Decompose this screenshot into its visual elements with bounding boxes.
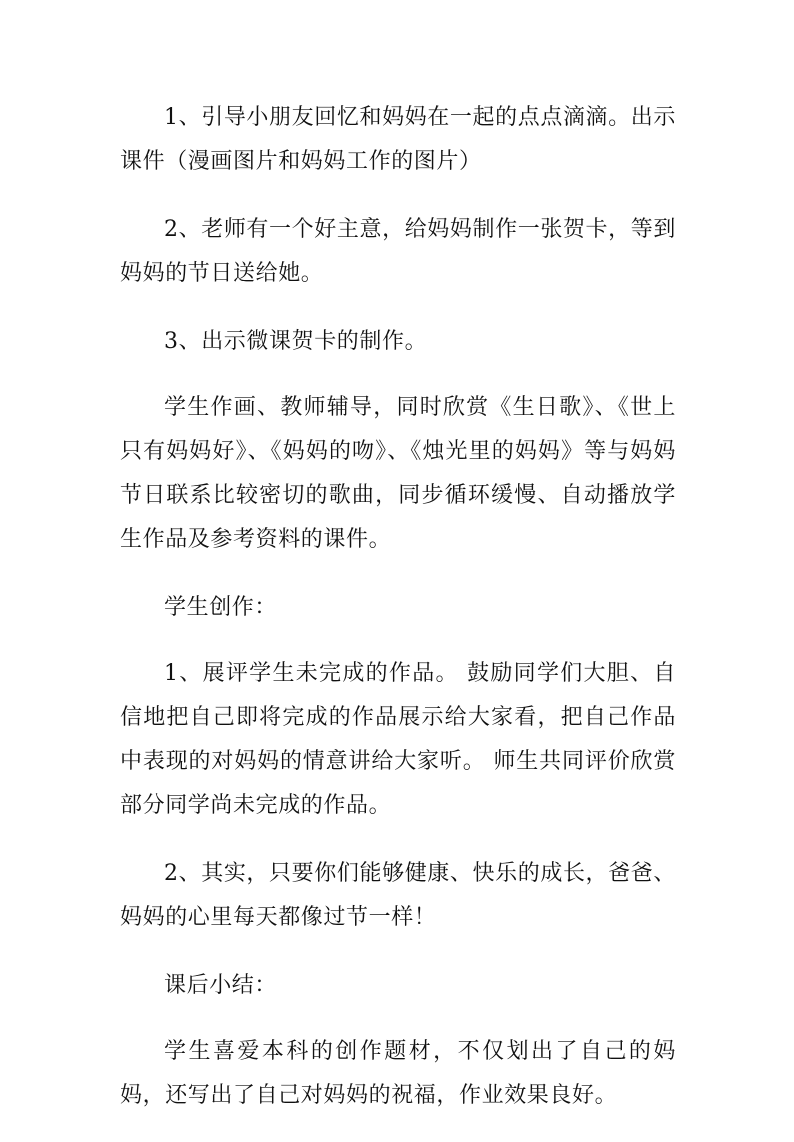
- paragraph-student-drawing: 学生作画、教师辅导，同时欣赏《生日歌》、《世上只有妈妈好》、《妈妈的吻》、《烛光里的妈妈》等与妈妈节日联系比较密切的歌曲，同步循环缓慢、自动播放学生作品及参考资料的课件。: [120, 395, 676, 552]
- heading-lesson-summary: 课后小结：: [164, 973, 278, 998]
- paragraph-teacher-idea: 2、老师有一个好主意，给妈妈制作一张贺卡，等到妈妈的节日送给她。: [120, 217, 676, 286]
- paragraph-summary-text: 学生喜爱本科的创作题材，不仅划出了自己的妈妈，还写出了自己对妈妈的祝福，作业效果良好。: [120, 1039, 676, 1108]
- document-body: [120, 96, 676, 1142]
- heading-student-creation: 学生创作：: [164, 595, 278, 620]
- paragraph-show-microlesson: 3、出示微课贺卡的制作。: [164, 329, 428, 354]
- paragraph-healthy-growth: 2、其实，只要你们能够健康、快乐的成长，爸爸、妈妈的心里每天都像过节一样！: [120, 861, 676, 930]
- paragraph-show-works: 1、展评学生未完成的作品。 鼓励同学们大胆、自信地把自己即将完成的作品展示给大家看，把自己作品中表现的对妈妈的情意讲给大家听。 师生共同评价欣赏部分同学尚未完成的作品。: [120, 661, 676, 818]
- paragraph-guide-recall: 1、引导小朋友回忆和妈妈在一起的点点滴滴。出示课件（漫画图片和妈妈工作的图片）: [120, 105, 676, 174]
